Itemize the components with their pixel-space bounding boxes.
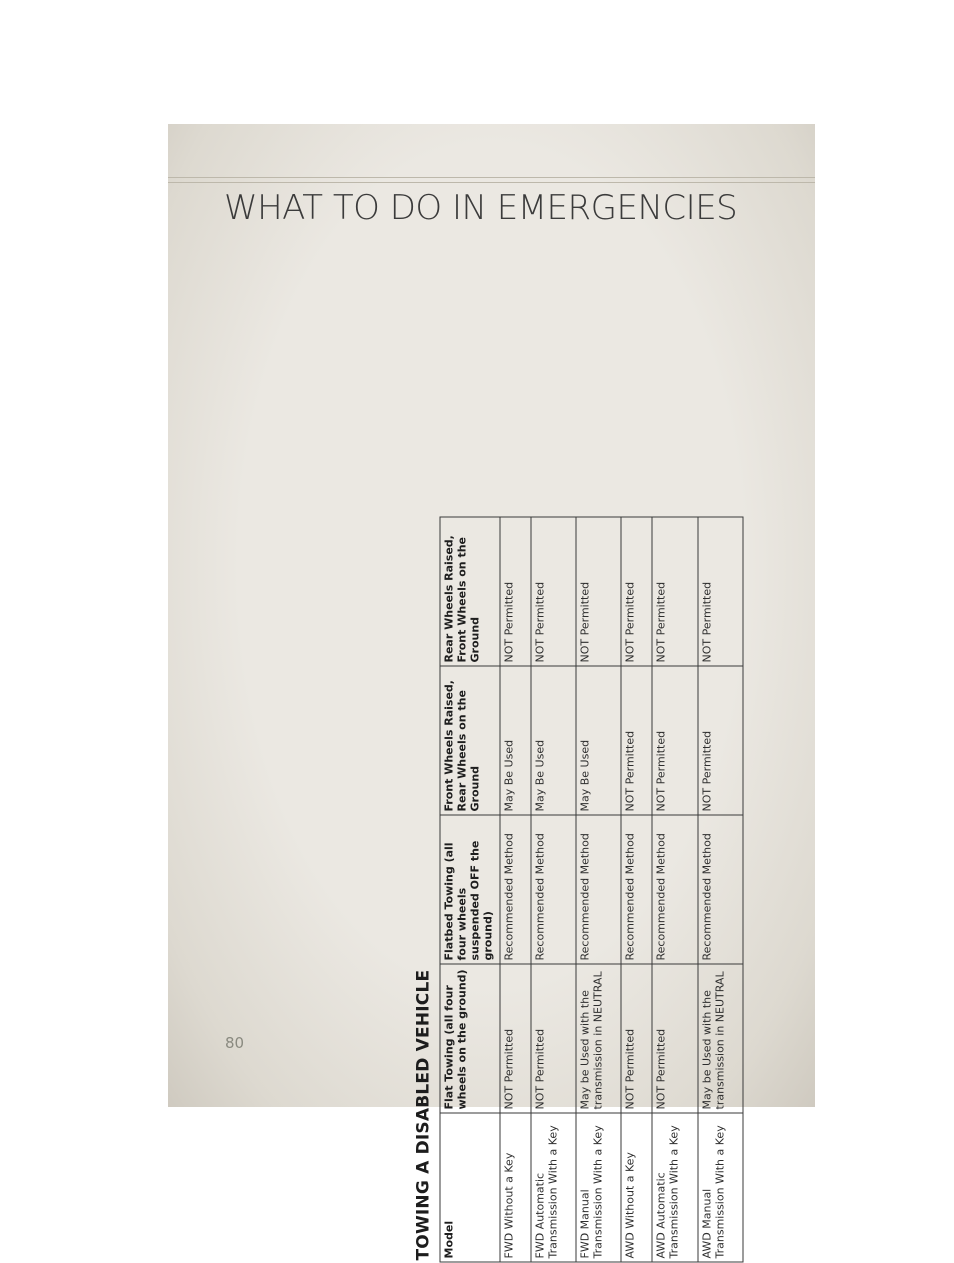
table-cell: NOT Permitted: [698, 666, 743, 815]
table-cell: May be Used with the transmission in NEUTRAL: [576, 964, 621, 1113]
section-heading: TOWING A DISABLED VEHICLE: [413, 969, 434, 1261]
column-header-rear-wheels-raised: Rear Wheels Raised, Front Wheels on the Ground: [440, 517, 500, 666]
table-cell: AWD Automatic Transmission With a Key: [652, 1113, 697, 1262]
table-cell: May Be Used: [500, 666, 531, 815]
column-header-model: Model: [440, 1113, 500, 1262]
table-cell: Recommended Method: [652, 815, 697, 964]
table-cell: Recommended Method: [621, 815, 652, 964]
towing-table: [440, 517, 744, 1263]
table-row: [698, 517, 743, 1262]
table-cell: NOT Permitted: [652, 517, 697, 666]
table-cell: NOT Permitted: [621, 964, 652, 1113]
table-cell: NOT Permitted: [500, 964, 531, 1113]
table-cell: NOT Permitted: [652, 666, 697, 815]
page-number: 80: [225, 1034, 245, 1052]
rotated-table-block: [414, 518, 756, 1263]
table-cell: AWD Manual Transmission With a Key: [698, 1113, 743, 1262]
table-cell: Recommended Method: [698, 815, 743, 964]
column-header-flatbed-towing: Flatbed Towing (all four wheels suspended OFF the ground): [440, 815, 500, 964]
table-row: [531, 517, 576, 1262]
column-header-front-wheels-raised: Front Wheels Raised, Rear Wheels on the Ground: [440, 666, 500, 815]
table-cell: Recommended Method: [576, 815, 621, 964]
table-cell: Recommended Method: [531, 815, 576, 964]
table-cell: FWD Automatic Transmission With a Key: [531, 1113, 576, 1262]
table-cell: NOT Permitted: [500, 517, 531, 666]
table-cell: NOT Permitted: [531, 964, 576, 1113]
table-cell: NOT Permitted: [531, 517, 576, 666]
table-cell: FWD Without a Key: [500, 1113, 531, 1262]
table-row: [500, 517, 531, 1262]
table-row: [621, 517, 652, 1262]
table-row: [576, 517, 621, 1262]
manual-page: [168, 124, 815, 1261]
table-cell: NOT Permitted: [576, 517, 621, 666]
header-rule-bottom: [168, 182, 815, 183]
table-cell: FWD Manual Transmission With a Key: [576, 1113, 621, 1262]
table-cell: May Be Used: [576, 666, 621, 815]
table-cell: NOT Permitted: [621, 517, 652, 666]
column-header-flat-towing: Flat Towing (all four wheels on the ground): [440, 964, 500, 1113]
table-cell: Recommended Method: [500, 815, 531, 964]
table-cell: May Be Used: [531, 666, 576, 815]
table-cell: NOT Permitted: [698, 517, 743, 666]
table-cell: May be Used with the transmission in NEUTRAL: [698, 964, 743, 1113]
table-cell: AWD Without a Key: [621, 1113, 652, 1262]
table-cell: NOT Permitted: [652, 964, 697, 1113]
header-rule-top: [168, 177, 815, 178]
page-title: WHAT TO DO IN EMERGENCIES: [224, 188, 738, 228]
table-cell: NOT Permitted: [621, 666, 652, 815]
table-header-row: [440, 517, 500, 1262]
table-row: [652, 517, 697, 1262]
